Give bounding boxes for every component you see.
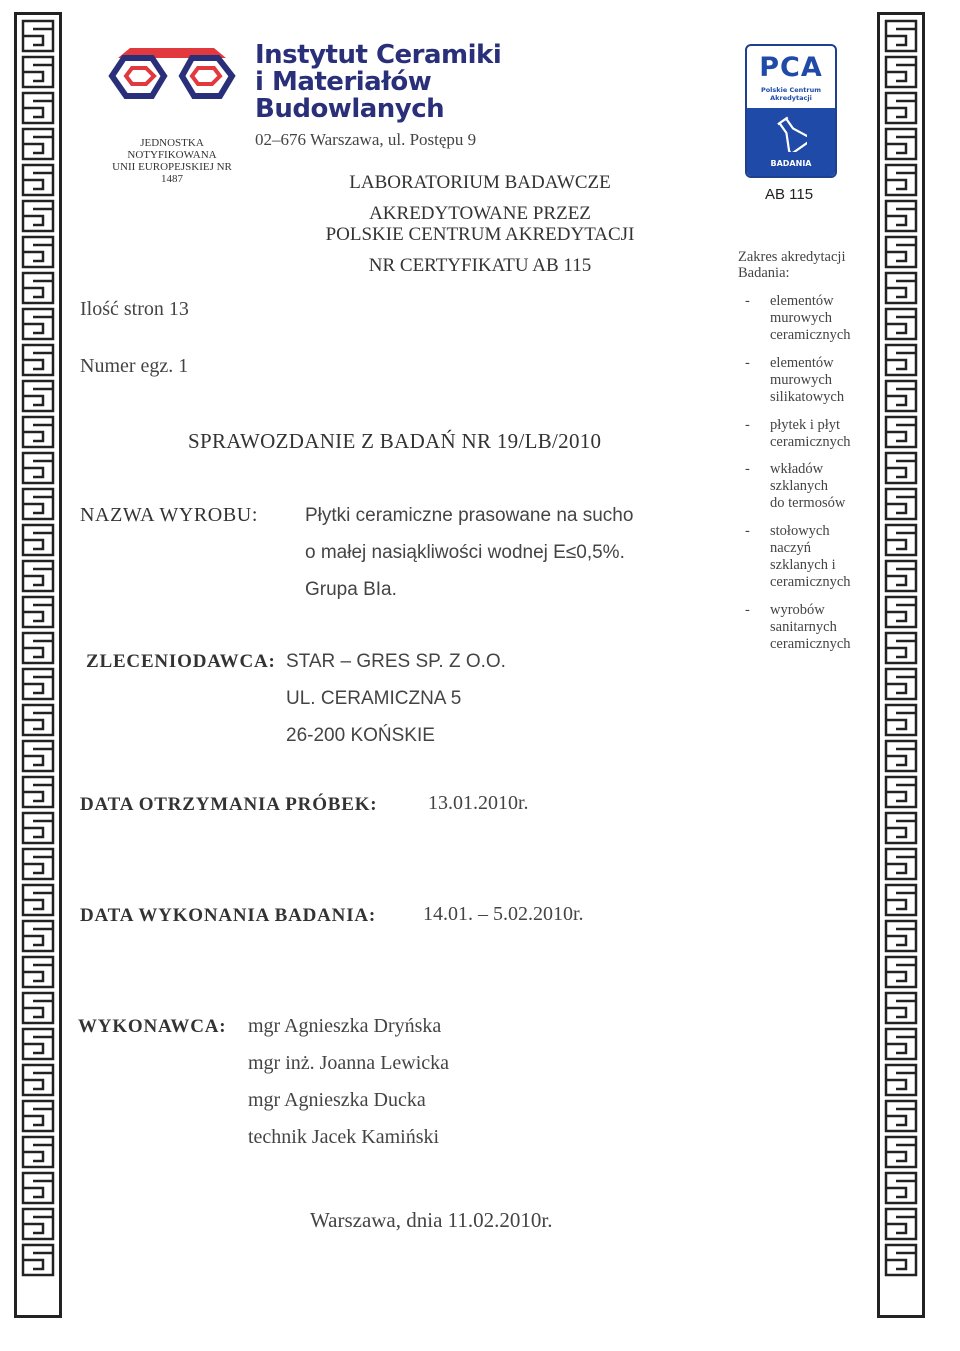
notified-body xyxy=(104,137,240,185)
scope-line: ceramicznych xyxy=(770,434,851,450)
scope-line: sanitarnych xyxy=(770,619,837,635)
performers-label: WYKONAWCA: xyxy=(78,1016,227,1037)
scope-item-text xyxy=(770,602,870,653)
left-meander-border xyxy=(14,12,62,1318)
performers-list xyxy=(248,1008,449,1156)
institute-name-line1: Instytut Ceramiki xyxy=(255,40,502,70)
product-label: NAZWA WYROBU: xyxy=(80,504,258,526)
scope-line: murowych xyxy=(770,310,833,326)
institute-name xyxy=(255,42,501,123)
lab-line1: LABORATORIUM BADAWCZE xyxy=(349,172,611,193)
scope-item-text xyxy=(770,355,870,406)
imb-logo-icon xyxy=(102,44,242,106)
test-dates-value: 14.01. – 5.02.2010r. xyxy=(423,903,584,925)
product-line1: Płytki ceramiczne prasowane na sucho xyxy=(305,505,634,526)
scope-dash: - xyxy=(745,523,750,539)
scope-line: szklanych i xyxy=(770,557,836,573)
client-line1: STAR – GRES SP. Z O.O. xyxy=(286,651,506,672)
scope-item-text xyxy=(770,417,870,451)
scope-dash: - xyxy=(745,461,750,477)
imb-logo xyxy=(102,44,242,106)
client-line2: UL. CERAMICZNA 5 xyxy=(286,688,462,709)
report-title: SPRAWOZDANIE Z BADAŃ NR 19/LB/2010 xyxy=(188,429,602,453)
meander-pattern-right xyxy=(880,15,922,1315)
lab-line4: NR CERTYFIKATU AB 115 xyxy=(368,255,592,276)
scope-title xyxy=(738,249,845,281)
scope-line: ceramicznych xyxy=(770,636,851,652)
scope-line: wyrobów xyxy=(770,602,825,618)
scope-line: płytek i płyt xyxy=(770,417,841,433)
place-date: Warszawa, dnia 11.02.2010r. xyxy=(310,1208,553,1232)
product-description xyxy=(305,497,633,608)
performer-1: mgr Agnieszka Dryńska xyxy=(248,1015,442,1037)
pca-sub-line2: Akredytacji xyxy=(770,94,812,102)
institute-name-line2: i Materiałów xyxy=(255,67,432,97)
scope-dash: - xyxy=(745,417,750,433)
scope-line: elementów xyxy=(770,293,834,309)
pca-logo-text: PCA xyxy=(759,52,823,83)
pca-sub-line1: Polskie Centrum xyxy=(760,86,822,94)
page-count: Ilość stron 13 xyxy=(80,298,189,320)
lab-line2: AKREDYTOWANE PRZEZ xyxy=(369,203,591,224)
product-line3: Grupa BIa. xyxy=(305,579,397,600)
scope-item-text xyxy=(770,523,870,591)
scope-line: wkładów xyxy=(770,461,824,477)
right-meander-border xyxy=(877,12,925,1318)
scope-line: ceramicznych xyxy=(770,574,851,590)
scope-title-line2: Badania: xyxy=(738,265,790,281)
test-dates-label: DATA WYKONANIA BADANIA: xyxy=(80,905,377,926)
scope-line: silikatowych xyxy=(770,389,845,405)
performer-4: technik Jacek Kamiński xyxy=(248,1126,440,1148)
scope-line: murowych xyxy=(770,372,833,388)
scope-item-text xyxy=(770,461,870,512)
pca-badania-label: BADANIA xyxy=(770,159,812,168)
scope-line: naczyń xyxy=(770,540,812,556)
pca-number: AB 115 xyxy=(765,186,814,203)
notified-line2: UNII EUROPEJSKIEJ NR 1487 xyxy=(112,161,232,185)
laboratory-block xyxy=(280,172,680,276)
client-line3: 26-200 KOŃSKIE xyxy=(286,725,435,746)
flask-icon xyxy=(777,116,807,152)
lab-line3: POLSKIE CENTRUM AKREDYTACJI xyxy=(325,224,635,245)
sample-receipt-label: DATA OTRZYMANIA PRÓBEK: xyxy=(80,794,378,815)
scope-item-text xyxy=(770,293,870,344)
scope-line: elementów xyxy=(770,355,834,371)
client-label: ZLECENIODAWCA: xyxy=(86,651,276,672)
scope-dash: - xyxy=(745,355,750,371)
performer-2: mgr inż. Joanna Lewicka xyxy=(248,1052,450,1074)
scope-line: szklanych xyxy=(770,478,828,494)
scope-dash: - xyxy=(745,293,750,309)
scope-dash: - xyxy=(745,602,750,618)
meander-pattern-left xyxy=(17,15,59,1315)
product-line2: o małej nasiąkliwości wodnej E≤0,5%. xyxy=(305,542,625,563)
institute-name-line3: Budowlanych xyxy=(255,94,445,124)
institute-address: 02–676 Warszawa, ul. Postępu 9 xyxy=(255,130,477,149)
copy-number: Numer egz. 1 xyxy=(80,355,189,377)
pca-accreditation-badge xyxy=(745,44,837,178)
scope-line: stołowych xyxy=(770,523,830,539)
scope-line: ceramicznych xyxy=(770,327,851,343)
sample-receipt-date: 13.01.2010r. xyxy=(428,792,529,814)
performer-3: mgr Agnieszka Ducka xyxy=(248,1089,426,1111)
notified-line1: JEDNOSTKA NOTYFIKOWANA xyxy=(127,137,217,161)
client-address xyxy=(286,643,506,754)
scope-title-line1: Zakres akredytacji xyxy=(738,249,846,265)
scope-line: do termosów xyxy=(770,495,846,511)
pca-subtitle xyxy=(747,86,835,102)
